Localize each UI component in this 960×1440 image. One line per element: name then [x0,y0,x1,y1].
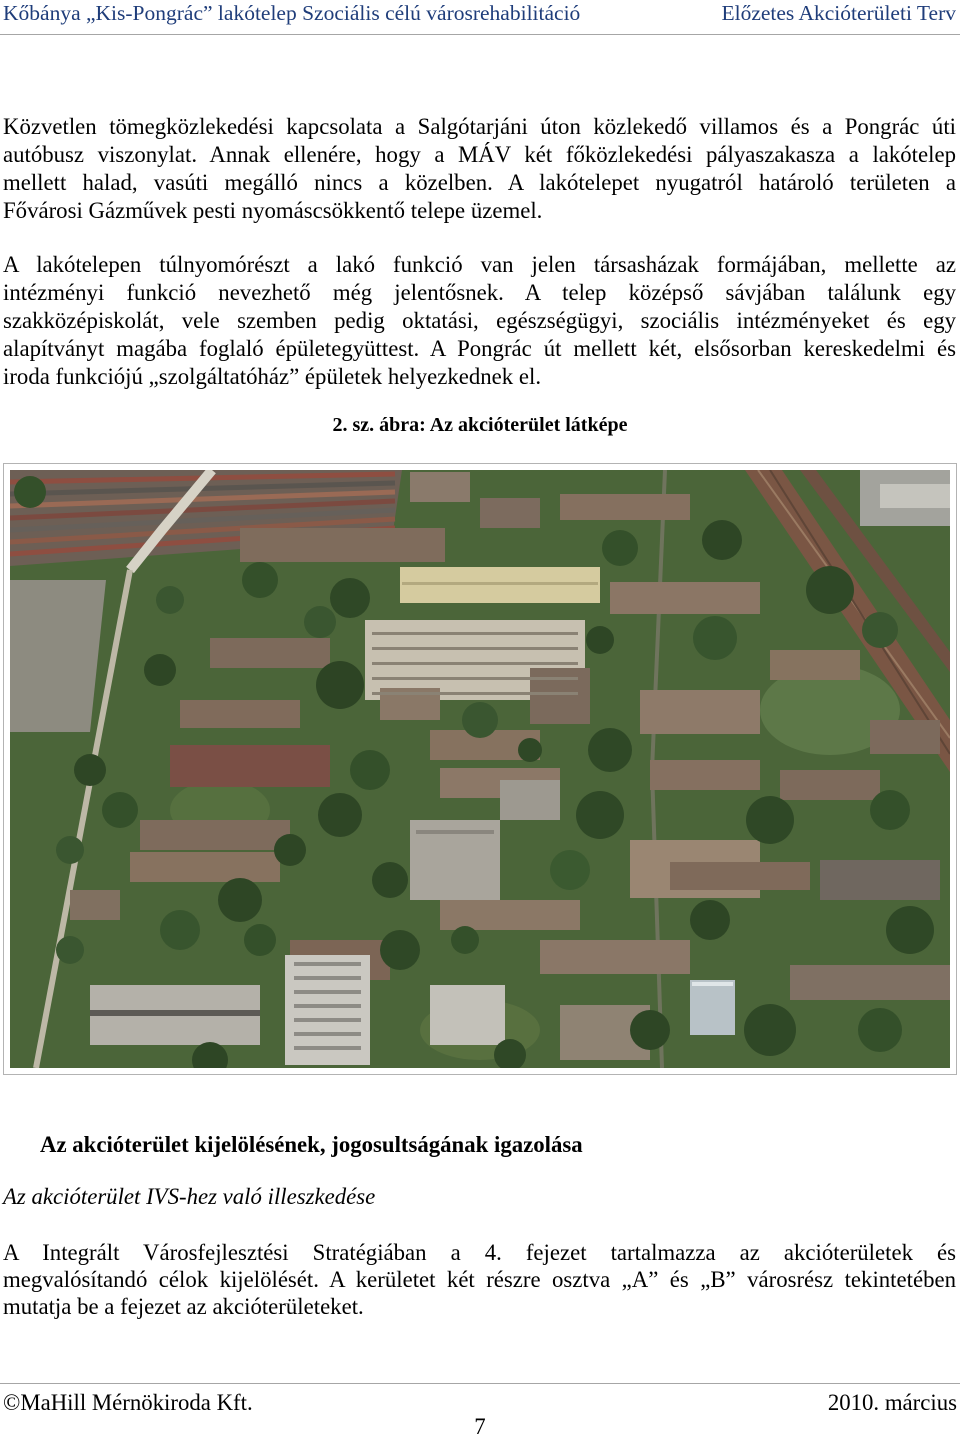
tree [56,836,84,864]
roof-detail [90,1010,260,1016]
paragraph-line: mellett halad, vasúti megálló nincs a közelben. A lakótelepet nyugatról határoló területen a [3,170,956,195]
tree [304,606,336,638]
tree [160,910,200,950]
tree [588,728,632,772]
building [610,582,760,614]
roof-detail [372,647,578,650]
tree [380,930,420,970]
building [240,528,445,562]
roof-detail [294,1046,361,1050]
building [540,940,690,974]
building [410,472,470,502]
paragraph-line: autóbusz viszonylat. Annak ellenére, hogy a MÁV két főközlekedési pályaszakasza a lakótelep [3,142,956,167]
tree [316,661,364,709]
tree [372,862,408,898]
warehouse-roof [880,484,950,508]
paragraph-line: intézményi funkció nevezhető még jelentősnek. A telep középső sávjában találunk egy [3,280,956,305]
tree [242,562,278,598]
subsection-heading: Az akcióterület IVS-hez való illeszkedése [3,1184,376,1209]
paragraph-line: Közvetlen tömegközlekedési kapcsolata a Salgótarjáni úton közlekedő villamos és a Pongrác úti [3,114,956,139]
tree [218,878,262,922]
paragraph-line: megvalósítandó célok kijelölését. A kerületet két részre osztva „A” és „B” városrész tekintetében [3,1267,956,1292]
page-number: 7 [474,1414,486,1439]
tree [630,1010,670,1050]
building [650,760,760,790]
header-document-title: Kőbánya „Kis-Pongrác” lakótelep Szociális célú városrehabilitáció [3,1,581,25]
paragraph-line: Fővárosi Gázművek pesti nyomáscsökkentő telepe üzemel. [3,198,543,223]
building [670,862,810,890]
tree [806,566,854,614]
tree [102,792,138,828]
tree [702,520,742,560]
building [690,980,735,1035]
tree [870,790,910,830]
aerial-photo-frame [3,463,957,1075]
tree [144,654,176,686]
figure-caption: 2. sz. ábra: Az akcióterület látképe [332,414,628,436]
tree [690,900,730,940]
roof-detail [294,976,361,980]
roof-detail [294,1004,361,1008]
roof-detail [294,962,361,966]
tree [693,616,737,660]
building [480,498,540,528]
roof-detail [294,1032,361,1036]
tree [518,738,542,762]
tree [156,586,184,614]
building [70,890,120,920]
footer-company: ©MaHill Mérnökiroda Kft. [3,1390,253,1415]
tree [244,924,276,956]
tree [451,926,479,954]
header-rule [0,34,960,35]
roof-detail [294,1018,361,1022]
paragraph-line: iroda funkciójú „szolgáltatóház” épületek helyezkednek el. [3,364,542,389]
section-heading: Az akcióterület kijelölésének, jogosultságának igazolása [40,1132,583,1157]
paragraph-line: alapítványt magába foglaló épületegyüttest. A Pongrác út mellett két, elsősorban kereskedelmi és [3,336,956,361]
tree [14,476,46,508]
aerial-photo [10,470,950,1068]
building [180,700,300,728]
building [430,985,505,1045]
building [440,900,580,930]
paragraph-line: mutatja be a fejezet az akcióterületeket. [3,1294,364,1319]
tree [330,578,370,618]
paragraph-ivs-strategy [3,1239,956,1320]
tree [886,906,934,954]
tree [462,702,498,738]
roof-detail [402,582,598,585]
building [820,860,940,900]
building [140,820,290,850]
footer-rule [0,1383,960,1384]
tree [744,1004,796,1056]
tree [862,612,898,648]
header-document-type: Előzetes Akcióterületi Terv [721,1,956,25]
tree [74,754,106,786]
building [560,494,690,520]
roof-detail [692,982,733,986]
tree [858,1008,902,1052]
paragraph-functions [3,251,956,391]
tree [350,750,390,790]
building [780,770,880,800]
tree [602,530,638,566]
tree [274,834,306,866]
roof-detail [372,662,578,665]
paragraph-transport [3,113,956,225]
building [210,638,330,668]
roof-detail [416,830,494,834]
building [530,668,590,724]
building [170,745,330,787]
tree [318,793,362,837]
roof-detail [372,677,578,680]
building [790,965,950,1000]
roof-detail [372,632,578,635]
tree [550,850,590,890]
roof-detail [294,990,361,994]
building [640,690,760,734]
paragraph-line: szakközépiskolát, vele szemben pedig oktatási, egészségügyi, szociális intézményeket és egy [3,308,956,333]
building [770,650,860,680]
tree [576,791,624,839]
building [870,720,940,754]
tree [586,626,614,654]
footer-date: 2010. március [827,1390,957,1415]
paragraph-line: A Integrált Városfejlesztési Stratégiában a 4. fejezet tartalmazza az akcióterületek és [3,1240,956,1265]
tree [56,936,84,964]
paragraph-line: A lakótelepen túlnyomórészt a lakó funkció van jelen társasházak formájában, mellette az [3,252,956,277]
parking-lot [10,580,106,732]
tree [746,796,794,844]
building [130,852,280,882]
roof-detail [372,692,578,695]
building [500,780,560,820]
